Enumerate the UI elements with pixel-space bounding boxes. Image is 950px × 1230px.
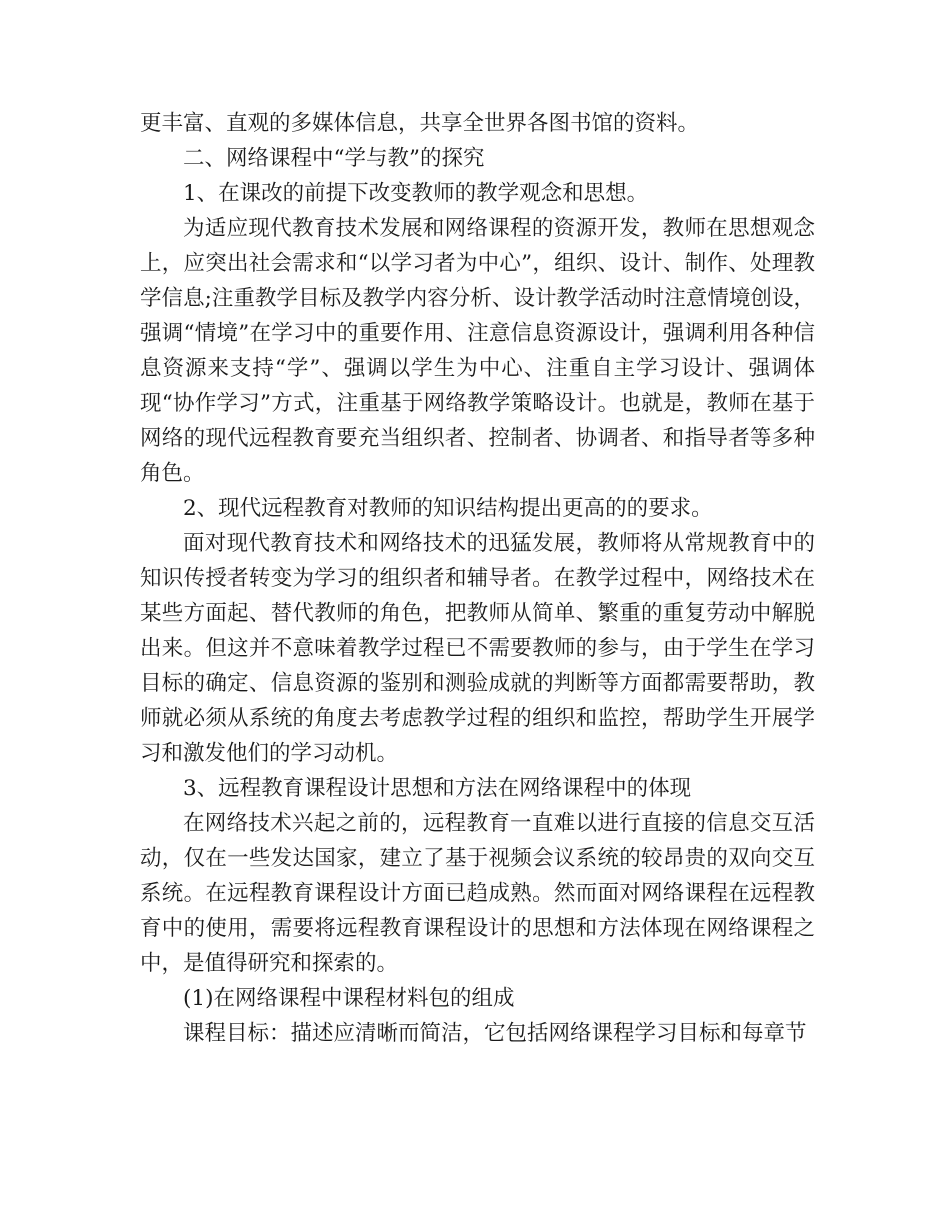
section-heading-learning-teaching: 二、网络课程中“学与教”的探究 (183, 146, 485, 171)
subheading-2: 2、现代远程教育对教师的知识结构提出更高的的要求。 (183, 496, 713, 521)
document-page (140, 106, 815, 1051)
paragraph-teacher-concepts: 为适应现代教育技术发展和网络课程的资源开发，教师在思想观念上，应突出社会需求和“以学习者为中心”，组织、设计、制作、处理教学信息;注重教学目标及教学内容分析、设计教学活动时注意情境创设，强调“情境”在学习中的重要作用、注意信息资源设计，强调利用各种信息资源来支持“学”、强调以学生为中心、注重自主学习设计、强调体现“协作学习”方式，注重基于网络教学策略设计。也就是，教师在基于网络的现代远程教育要充当组织者、控制者、协调者、和指导者等多种角色。 (140, 216, 815, 486)
subheading-course-package: (1)在网络课程中课程材料包的组成 (183, 986, 515, 1011)
subheading-3: 3、远程教育课程设计思想和方法在网络课程中的体现 (183, 776, 692, 801)
paragraph-remote-education: 在网络技术兴起之前的，远程教育一直难以进行直接的信息交互活动，仅在一些发达国家，建立了基于视频会议系统的较昂贵的双向交互系统。在远程教育课程设计方面已趋成熟。然而面对网络课程在远程教育中的使用，需要将远程教育课程设计的思想和方法体现在网络课程之中，是值得研究和探索的。 (140, 811, 815, 976)
paragraph-course-goals: 课程目标：描述应清晰而简洁，它包括网络课程学习目标和每章节 (183, 1021, 807, 1046)
paragraph-knowledge-structure: 面对现代教育技术和网络技术的迅猛发展，教师将从常规教育中的知识传授者转变为学习的组织者和辅导者。在教学过程中，网络技术在某些方面起、替代教师的角色，把教师从简单、繁重的重复劳动中解脱出来。但这并不意味着教学过程已不需要教师的参与，由于学生在学习目标的确定、信息资源的鉴别和测验成就的判断等方面都需要帮助，教师就必须从系统的角度去考虑教学过程的组织和监控，帮助学生开展学习和激发他们的学习动机。 (140, 531, 815, 766)
paragraph-continuation: 更丰富、直观的多媒体信息，共享全世界各图书馆的资料。 (140, 111, 700, 136)
subheading-1: 1、在课改的前提下改变教师的教学观念和思想。 (183, 181, 649, 206)
